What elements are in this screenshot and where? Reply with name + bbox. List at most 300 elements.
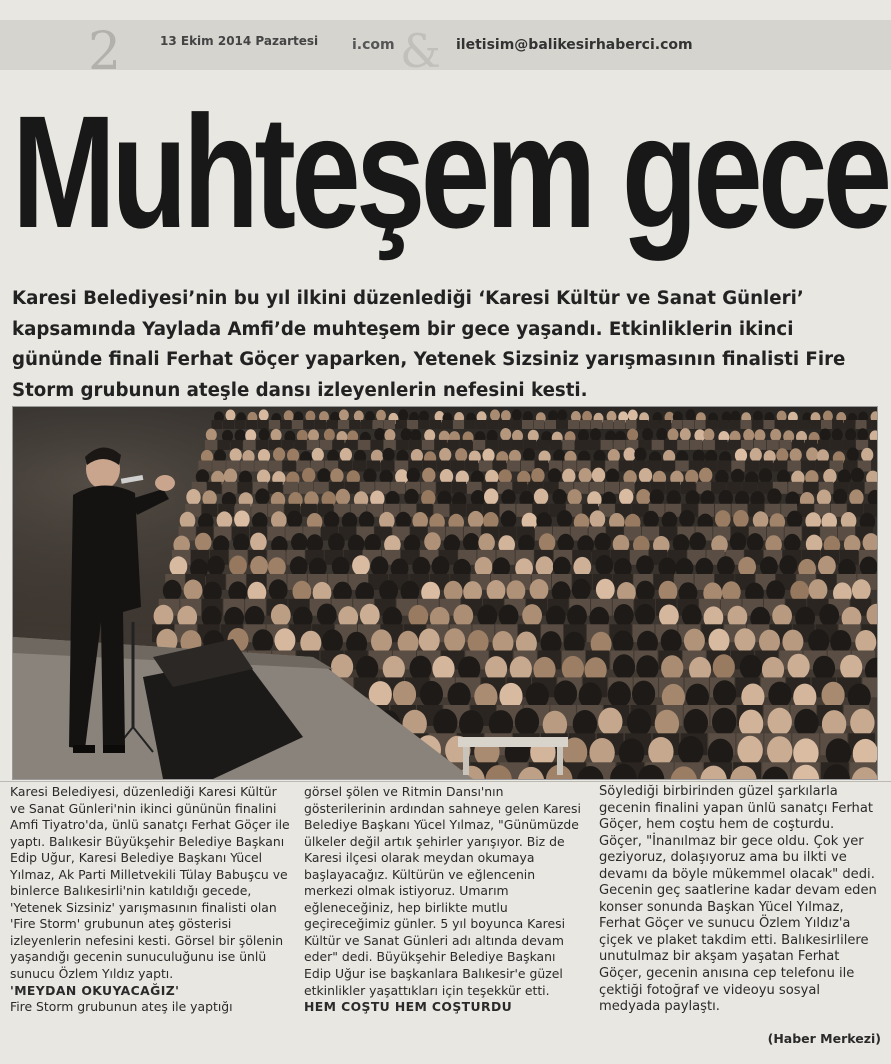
audience-member-body <box>419 420 430 429</box>
audience-member-body <box>844 420 855 429</box>
audience-member <box>376 410 386 422</box>
audience-member <box>760 556 778 576</box>
audience-member <box>522 604 542 627</box>
audience-member <box>684 629 705 653</box>
audience-member <box>813 656 835 681</box>
audience-member <box>330 468 343 483</box>
audience-member <box>407 468 420 483</box>
audience-member <box>195 533 212 552</box>
audience-member-body <box>240 461 253 472</box>
audience-member <box>656 428 667 441</box>
audience-member <box>636 489 650 506</box>
audience-member-body <box>256 440 268 450</box>
audience-member-body <box>601 440 613 450</box>
audience-member-body <box>746 461 759 472</box>
audience-member <box>499 605 519 628</box>
audience-member-body <box>499 420 510 429</box>
audience-member-body <box>243 440 255 450</box>
audience-member-body <box>371 440 383 450</box>
audience-member <box>818 556 836 576</box>
article-column-1 <box>10 784 292 1016</box>
audience-member <box>686 409 696 421</box>
audience-member <box>595 555 613 575</box>
audience-member <box>851 468 864 483</box>
audience-member-body <box>268 482 283 494</box>
audience-member <box>668 428 679 441</box>
audience-member <box>650 489 664 506</box>
audience-member-body <box>580 420 591 429</box>
audience-member-body <box>283 461 296 472</box>
audience-member <box>712 708 736 736</box>
audience-member-body <box>269 420 280 429</box>
audience-member <box>768 682 791 709</box>
audience-member-body <box>282 440 294 450</box>
audience-member-body <box>452 482 467 494</box>
audience-member-body <box>212 461 225 472</box>
audience-member <box>579 468 592 483</box>
audience-member <box>567 489 581 506</box>
article-headline: Muhteşem gece <box>12 82 888 261</box>
audience-member <box>794 709 818 737</box>
audience-member-body <box>775 420 786 429</box>
audience-member <box>379 580 398 602</box>
audience-member <box>226 410 236 422</box>
audience-member-body <box>442 420 453 429</box>
audience-member-body <box>614 420 625 429</box>
audience-member-body <box>246 420 257 429</box>
audience-member <box>747 533 764 552</box>
audience-member-body <box>258 420 269 429</box>
audience-member-body <box>626 420 637 429</box>
audience-member <box>553 557 571 577</box>
audience-member <box>709 629 730 653</box>
audience-member-body <box>804 482 819 494</box>
audience-member-body <box>396 420 407 429</box>
audience-member <box>822 682 845 709</box>
audience-member-body <box>268 461 281 472</box>
audience-member <box>820 429 831 442</box>
audience-member-body <box>603 420 614 429</box>
audience-member <box>322 629 343 653</box>
audience-member-body <box>591 420 602 429</box>
audience-member-body <box>212 420 223 429</box>
audience-member-body <box>792 440 804 450</box>
audience-member <box>515 708 539 736</box>
audience-member-body <box>664 440 676 450</box>
audience-member-body <box>545 420 556 429</box>
audience-member <box>776 448 788 462</box>
audience-member-body <box>619 461 632 472</box>
audience-member <box>740 655 762 680</box>
audience-member <box>398 409 408 421</box>
audience-member <box>468 511 484 529</box>
audience-member <box>328 533 345 552</box>
audience-member <box>531 468 544 483</box>
audience-member-body <box>683 420 694 429</box>
audience-member-body <box>562 440 574 450</box>
audience-member-body <box>486 440 498 450</box>
audience-member-body <box>358 440 370 450</box>
audience-member <box>817 490 831 507</box>
column-3-body: Söylediği birbirinden güzel şarkılarla gecenin finalini yapan ünlü sanatçı Ferhat Göçer, hem coştu hem de coşturdu. Göçer, "İnanılmaz bir gece oldu. Çok yer geziyoruz, dolaşıyoruz ama bu ilkti ve devamı da böyle mükemmel olacak" dedi. Gecenin geç saatlerine kadar devam eden konser sonunda Başkan Yücel Yılmaz, Ferhat Göçer ve sunucu Özlem Yıldız'a çiçek ve plaket takdim etti. Balıkesirlilere unutulmaz bir akşam yaşatan Ferhat Göçer, gecenin anısına cep telefonu ile çektiği fotoğraf ve videoyu sosyal medyada paylaştı. <box>599 784 877 1015</box>
audience-member <box>444 628 465 652</box>
audience-member <box>352 555 370 575</box>
audience-member <box>833 489 847 506</box>
audience-member <box>766 580 785 602</box>
subheading-meydan-okuyacagiz: 'MEYDAN OKUYACAĞIZ' <box>10 982 180 998</box>
audience-member-body <box>575 440 587 450</box>
audience-member <box>507 580 526 602</box>
audience-member-body <box>869 440 877 450</box>
audience-member <box>557 510 573 528</box>
audience-member <box>453 604 473 627</box>
audience-member <box>539 533 556 552</box>
audience-member <box>371 629 392 653</box>
audience-member-body <box>384 420 395 429</box>
audience-member <box>809 579 828 601</box>
audience-member-body <box>741 420 752 429</box>
audience-member <box>404 489 418 506</box>
audience-member-body <box>779 440 791 450</box>
audience-member <box>312 448 324 462</box>
audience-member-body <box>353 461 366 472</box>
audience-member <box>636 655 658 680</box>
audience-member-body <box>430 420 441 429</box>
audience-member <box>186 489 200 506</box>
audience-member-body <box>764 420 775 429</box>
audience-member <box>420 681 443 708</box>
audience-member-body <box>534 420 545 429</box>
contact-email: iletisim@balikesirhaberci.com <box>456 37 693 53</box>
audience-member <box>680 428 691 441</box>
audience-member <box>627 709 651 737</box>
audience-member <box>332 557 350 577</box>
audience-member <box>606 469 619 484</box>
audience-member <box>536 556 554 576</box>
audience-member <box>759 630 780 654</box>
audience-member <box>636 555 654 575</box>
audience-member <box>806 447 818 461</box>
audience-member <box>661 655 683 680</box>
audience-member <box>628 410 638 422</box>
audience-member-body <box>373 420 384 429</box>
audience-member-body <box>798 420 809 429</box>
audience-member <box>478 533 495 552</box>
audience-member-body <box>703 440 715 450</box>
audience-member <box>302 468 315 483</box>
audience-member-body <box>476 420 487 429</box>
audience-member <box>548 468 561 483</box>
audience-member <box>250 533 267 552</box>
audience-member-body <box>660 420 671 429</box>
audience-member-body <box>473 440 485 450</box>
audience-member <box>852 579 871 601</box>
audience-member <box>154 605 174 628</box>
audience-member-body <box>511 440 523 450</box>
audience-member <box>590 428 601 441</box>
audience-member <box>401 428 412 441</box>
audience-member-body <box>465 420 476 429</box>
audience-member <box>648 737 673 766</box>
audience-member-body <box>728 440 740 450</box>
audience-member-body <box>649 420 660 429</box>
audience-member-body <box>830 440 842 450</box>
audience-member-body <box>550 440 562 450</box>
audience-member-body <box>205 440 217 450</box>
audience-member-body <box>327 420 338 429</box>
audience-member-body <box>537 440 549 450</box>
audience-member-body <box>281 420 292 429</box>
audience-member-body <box>304 420 315 429</box>
audience-member-body <box>661 461 674 472</box>
audience-member <box>643 511 659 529</box>
column-2-body: görsel şölen ve Ritmin Dansı'nın gösterilerinin ardından sahneye gelen Karesi Belediye Başkanı Yücel Yılmaz, "Günümüzde ülkeler değil artık şehirler yarışıyor. Biz de Karesi ilçesi olarak meydan okumaya başlayacağız. Kültürün ve eğlencenin merkezi olmak istiyoruz. Umarım eğleneceğiniz, hep birlikte mutlu geçireceğimiz günler. 5 yıl boyunca Karesi Kültür ve Sanat Günleri adı altında devam eder" dedi. Büyükşehir Belediye Başkanı Edip Uğur ise başkanlara Balıkesir'e güzel etkinlikler yaşattıkları için teşekkür etti. <box>304 784 581 998</box>
audience-member-body <box>235 420 246 429</box>
audience-member-body <box>350 420 361 429</box>
audience-member <box>422 468 435 483</box>
audience-member-body <box>867 420 877 429</box>
audience-member-body <box>315 420 326 429</box>
audience-member <box>393 681 416 708</box>
audience-member-body <box>447 440 459 450</box>
audience-member <box>287 511 303 529</box>
audience-member <box>790 448 802 462</box>
audience-member-body <box>716 440 728 450</box>
audience-member <box>317 604 337 627</box>
audience-member <box>808 629 829 653</box>
audience-member-body <box>338 420 349 429</box>
audience-member <box>530 579 549 601</box>
audience-member <box>782 630 803 654</box>
audience-member <box>317 468 330 483</box>
audience-member <box>770 429 781 442</box>
audience-member-body <box>284 482 299 494</box>
concert-photo <box>12 406 878 780</box>
audience-member <box>383 448 395 462</box>
audience-member <box>840 655 862 680</box>
audience-member <box>703 429 714 442</box>
audience-member <box>163 580 182 602</box>
audience-member-body <box>810 420 821 429</box>
audience-member <box>419 629 440 653</box>
issue-date: 13 Ekim 2014 Pazartesi <box>160 34 319 48</box>
audience-member-body <box>718 420 729 429</box>
audience-member <box>788 654 810 679</box>
audience-member-body <box>568 420 579 429</box>
audience-member <box>562 469 575 484</box>
audience-member <box>679 510 695 528</box>
audience-member <box>356 656 378 681</box>
audience-member <box>482 449 494 463</box>
audience-member <box>500 428 511 441</box>
audience-member <box>554 680 577 707</box>
audience-member <box>713 654 735 679</box>
audience-member <box>501 489 515 506</box>
audience-member <box>596 579 615 601</box>
audience-member-body <box>557 420 568 429</box>
audience-member-body <box>856 420 867 429</box>
audience-member-body <box>652 440 664 450</box>
audience-member-body <box>717 461 730 472</box>
audience-member-body <box>818 440 830 450</box>
audience-member <box>632 681 655 708</box>
audience-member <box>408 605 428 628</box>
audience-member <box>432 556 450 576</box>
audience-member <box>184 580 203 602</box>
audience-member-body <box>396 440 408 450</box>
audience-member <box>678 736 703 765</box>
audience-member <box>336 489 350 506</box>
audience-member <box>635 604 655 627</box>
audience-member <box>639 468 652 483</box>
audience-member-body <box>254 461 267 472</box>
audience-member <box>259 409 269 421</box>
audience-member-body <box>706 420 717 429</box>
audience-member <box>484 488 498 505</box>
page-number: 2 <box>88 22 122 82</box>
audience-member <box>684 709 708 737</box>
audience-member <box>230 448 242 462</box>
audience-member <box>170 556 188 576</box>
audience-member <box>384 429 395 442</box>
audience-member <box>787 511 803 529</box>
audience-member <box>734 628 755 652</box>
audience-member <box>557 410 567 422</box>
audience-member-body <box>522 420 533 429</box>
audience-member-body <box>223 420 234 429</box>
audience-member <box>433 709 457 737</box>
audience-member <box>259 428 270 441</box>
audience-member-body <box>695 420 706 429</box>
audience-member <box>255 488 269 505</box>
audience-member <box>271 511 287 529</box>
audience-member <box>598 708 622 736</box>
audience-member <box>642 428 653 441</box>
audience-member-body <box>294 440 306 450</box>
audience-member <box>269 579 288 601</box>
audience-member-body <box>488 420 499 429</box>
audience-member-body <box>833 420 844 429</box>
audience-member-body <box>637 420 648 429</box>
audience-member-body <box>787 420 798 429</box>
audience-member <box>490 409 500 421</box>
audience-member <box>849 489 863 506</box>
audience-member <box>767 488 781 505</box>
article-lead: Karesi Belediyesi’nin bu yıl ilkini düzenlediği ‘Karesi Kültür ve Sanat Günleri’ kapsamında Yaylada Amfi’de muhteşem bir gece yaşandı. Etkinliklerin ikinci gününde finali Ferhat Göçer yaparken, Yetenek Sizsiniz yarışmasının finalisti Fire Storm grubunun ateşle dansı izleyenlerin nefesini kesti. <box>12 288 846 401</box>
audience-member <box>772 605 792 628</box>
audience-member <box>713 680 736 707</box>
audience-member-body <box>238 482 253 494</box>
audience-member <box>374 428 385 441</box>
audience-member-body <box>675 461 688 472</box>
audience-member <box>845 428 856 441</box>
audience-member <box>731 469 744 484</box>
audience-member-body <box>729 420 740 429</box>
article-column-3 <box>599 784 881 1016</box>
audience-member-body <box>407 420 418 429</box>
audience-member <box>487 580 506 602</box>
audience-member-body <box>361 420 372 429</box>
audience-member-body <box>409 440 421 450</box>
audience-member-body <box>320 440 332 450</box>
audience-member-body <box>511 420 522 429</box>
column-1-body: Karesi Belediyesi, düzenlediği Karesi Kültür ve Sanat Günleri'nin ikinci gününün finalini Amfi Tiyatro'da, ünlü sanatçı Ferhat Göçer ile yaptı. Balıkesir Büyükşehir Belediye Başkanı Edip Uğur, Karesi Belediye Başkanı Yücel Yılmaz, Ak Parti Milletvekili Tülay Babuşcu ve binlerce Balıkesirli'nin katıldığı gecede, 'Yetenek Sizsiniz' yarışmasının finalisti olan 'Fire Storm' grubunun ateş gösterisi izleyenlerin nefesini kesti. Görsel bir şölenin yaşandığı gecenin sunuculuğunu ise ünlü sunucu Özlem Yıldız yaptı. <box>10 784 290 982</box>
audience-member <box>290 556 308 576</box>
audience-member <box>501 510 517 528</box>
article-column-2 <box>304 784 586 1016</box>
audience-member <box>274 628 295 652</box>
audience-member <box>730 532 747 551</box>
audience-member <box>699 468 712 483</box>
audience-member <box>614 604 634 627</box>
audience-member <box>572 579 591 601</box>
audience-member-body <box>521 461 534 472</box>
audience-member <box>234 511 250 529</box>
audience-member <box>659 605 679 628</box>
audience-member-body <box>422 440 434 450</box>
audience-member <box>523 448 535 462</box>
audience-member <box>717 556 735 576</box>
photo-divider <box>0 781 891 782</box>
audience-member <box>590 510 606 528</box>
page-header-banner <box>0 20 891 82</box>
audience-member <box>592 468 605 483</box>
audience-member-body <box>479 461 492 472</box>
audience-member-body <box>453 420 464 429</box>
audience-member-body <box>788 461 801 472</box>
audience-member <box>250 556 268 576</box>
audience-member <box>287 449 299 463</box>
audience-member <box>206 429 217 442</box>
audience-member <box>768 708 792 736</box>
audience-member <box>233 534 250 553</box>
audience-member <box>832 429 843 442</box>
audience-member <box>715 510 731 528</box>
audience-member-body <box>752 420 763 429</box>
audience-member <box>567 605 587 628</box>
audience-member <box>613 654 635 679</box>
audience-member <box>371 556 389 576</box>
audience-member <box>552 489 566 506</box>
audience-member <box>857 428 868 441</box>
audience-member <box>767 736 792 765</box>
audience-member <box>682 604 702 627</box>
audience-member <box>229 556 247 576</box>
audience-member <box>850 709 874 737</box>
audience-member <box>501 410 511 422</box>
audience-member-body <box>690 440 702 450</box>
audience-member <box>271 604 291 627</box>
audience-member-body <box>767 440 779 450</box>
audience-member-body <box>507 461 520 472</box>
audience-member <box>661 629 682 653</box>
concert-scene-illustration <box>13 407 877 779</box>
audience-member <box>861 448 873 462</box>
audience-member-body <box>499 440 511 450</box>
column-1-continuation: Fire Storm grubunun ateş ile yaptığı <box>10 999 233 1015</box>
audience-member-body <box>613 440 625 450</box>
audience-member-body <box>588 440 600 450</box>
audience-member-body <box>292 420 303 429</box>
audience-member <box>273 447 285 461</box>
audience-member <box>743 429 754 442</box>
audience-member <box>624 448 636 462</box>
audience-member <box>733 510 749 528</box>
audience-member <box>455 448 467 462</box>
audience-member-body <box>218 440 230 450</box>
audience-member <box>737 736 762 765</box>
audience-member <box>324 511 340 529</box>
